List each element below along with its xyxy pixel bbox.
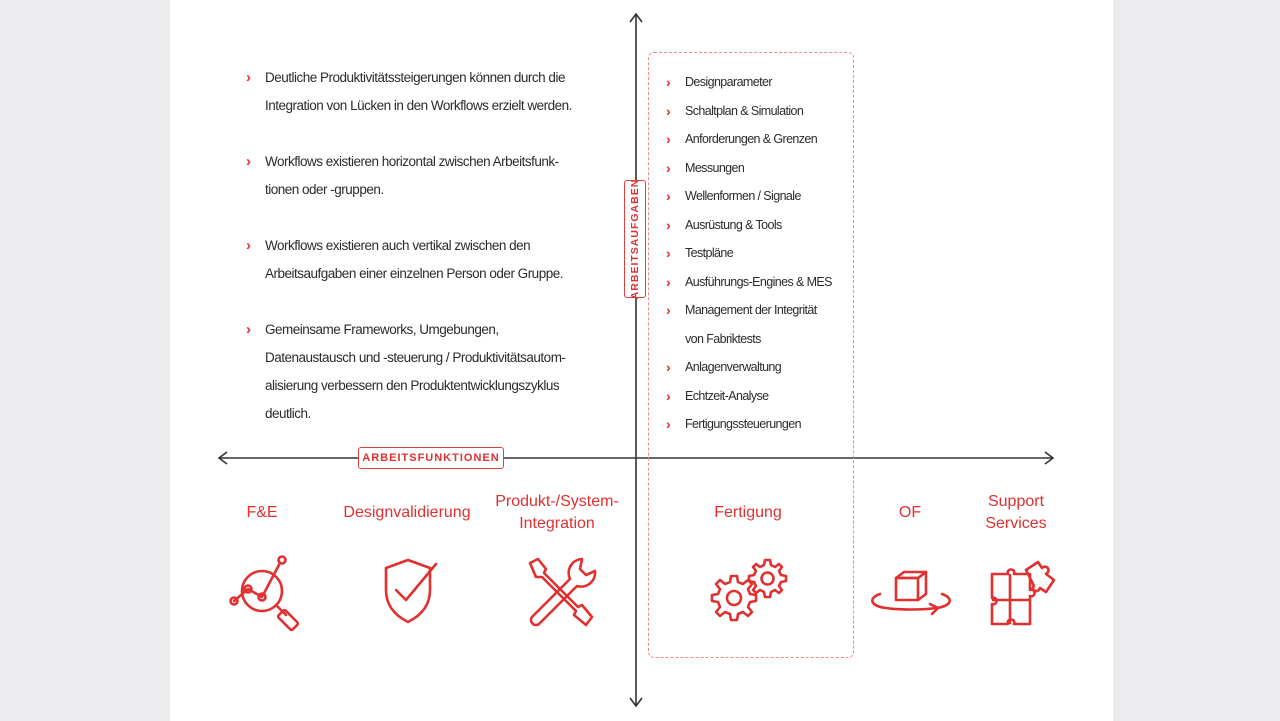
puzzle-icon	[988, 560, 1060, 628]
chevron-right-icon: ›	[666, 216, 671, 233]
chevron-right-icon: ›	[246, 153, 251, 170]
axis-label-tasks: ARBEITSAUFGABEN	[624, 180, 646, 298]
function-title-of: OF	[898, 504, 922, 521]
task-item: › Messungen	[666, 154, 856, 183]
function-title-designvalidierung: Designvalidierung	[343, 504, 471, 521]
left-bullet: › Workflows existieren horizontal zwischen Arbeitsfunk- tionen oder -gruppen.	[246, 148, 636, 204]
left-bullet: › Workflows existieren auch vertikal zwischen den Arbeitsaufgaben einer einzelnen Person oder Gruppe.	[246, 232, 636, 288]
task-list	[666, 68, 856, 439]
chevron-right-icon: ›	[666, 159, 671, 176]
task-item: › Testpläne	[666, 239, 856, 268]
task-item: › Fertigungssteuerungen	[666, 410, 856, 439]
rotating-cube-icon	[866, 568, 956, 618]
chevron-right-icon: ›	[666, 359, 671, 375]
axis-label-functions: ARBEITSFUNKTIONEN	[358, 447, 504, 469]
analytics-magnifier-icon	[226, 553, 312, 631]
chevron-right-icon: ›	[666, 102, 671, 119]
task-item: › Anforderungen & Grenzen	[666, 125, 856, 154]
function-title-fertigung: Fertigung	[714, 504, 782, 521]
left-bullet-list	[246, 64, 636, 456]
left-bullet: › Gemeinsame Frameworks, Umgebungen, Datenaustausch und -steuerung / Produktivitätsautom- alisierung verbessern den Produktentwicklungszyklus deutlich.	[246, 316, 636, 428]
chevron-right-icon: ›	[246, 69, 251, 86]
function-title-support: Support Services	[985, 493, 1047, 532]
task-item: › Echtzeit-Analyse	[666, 382, 856, 411]
wrench-screwdriver-icon	[524, 555, 598, 629]
chevron-right-icon: ›	[666, 416, 671, 432]
chevron-right-icon: ›	[666, 131, 671, 147]
task-item: › Ausrüstung & Tools	[666, 211, 856, 240]
chevron-right-icon: ›	[666, 302, 671, 318]
chevron-right-icon: ›	[666, 273, 671, 290]
chevron-right-icon: ›	[666, 245, 671, 261]
chevron-right-icon: ›	[666, 74, 671, 90]
task-item: › Designparameter	[666, 68, 856, 97]
gears-icon	[703, 558, 791, 630]
task-item: › Anlagenverwaltung	[666, 353, 856, 382]
task-item: › Ausführungs-Engines & MES	[666, 268, 856, 297]
task-item: › Wellenformen / Signale	[666, 182, 856, 211]
task-item: › Management der Integrität von Fabriktests	[666, 296, 856, 353]
task-item: › Schaltplan & Simulation	[666, 97, 856, 126]
shield-check-icon	[378, 556, 440, 626]
function-title-fe: F&E	[246, 504, 278, 521]
chevron-right-icon: ›	[666, 188, 671, 204]
function-title-integration: Produkt-/System- Integration	[495, 493, 619, 532]
chevron-right-icon: ›	[246, 321, 251, 338]
chevron-right-icon: ›	[666, 387, 671, 404]
chevron-right-icon: ›	[246, 237, 251, 254]
left-bullet: › Deutliche Produktivitätssteigerungen können durch die Integration von Lücken in den Workflows erzielt werden.	[246, 64, 636, 120]
